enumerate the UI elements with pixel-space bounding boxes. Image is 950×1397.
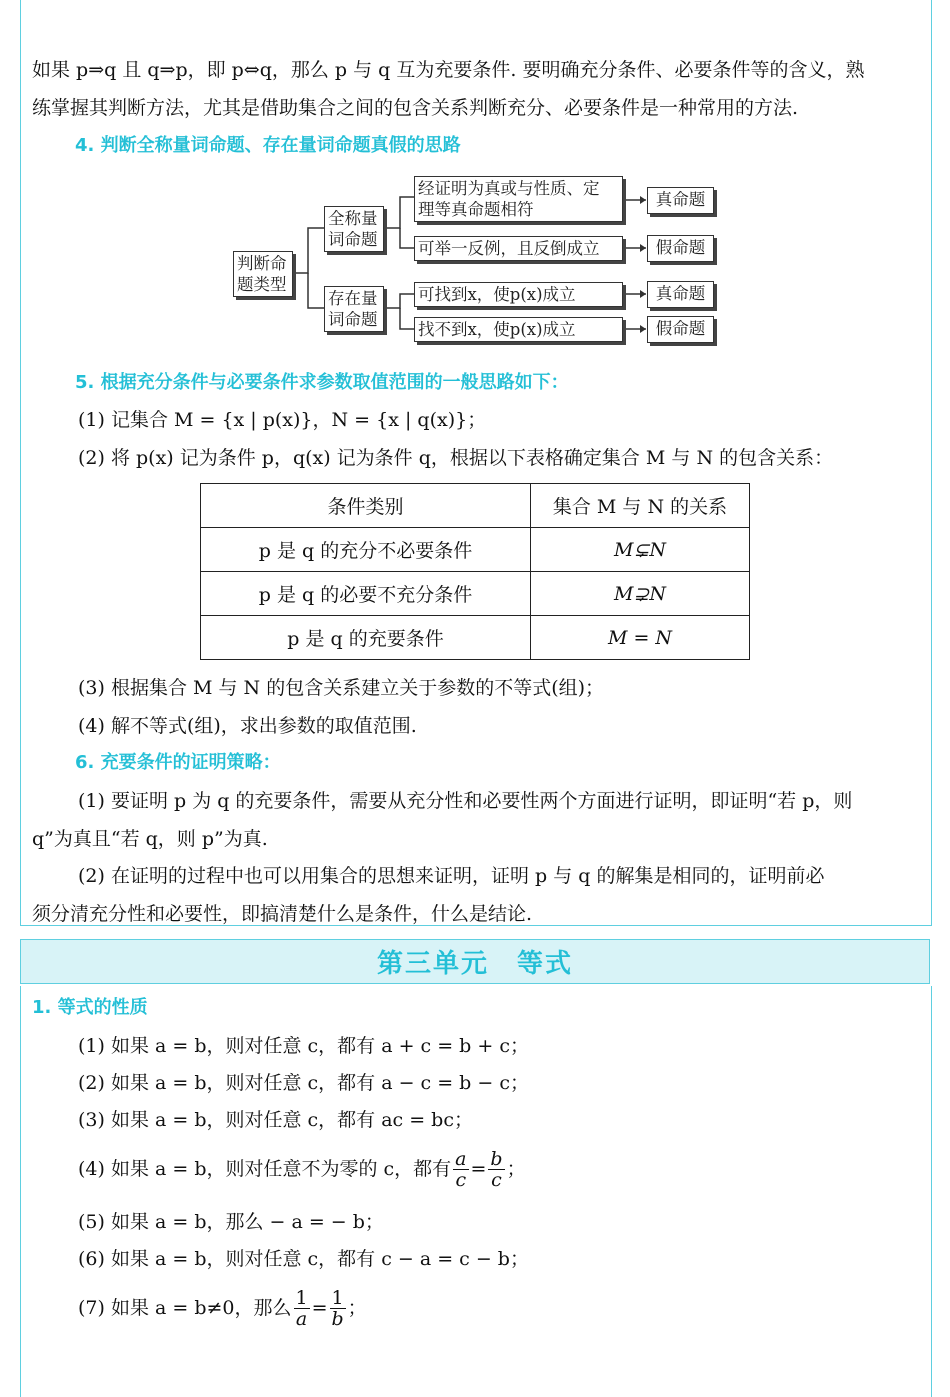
equality-item-6: (6) 如果 a = b，则对任意 c，都有 c − a = c − b；	[78, 1248, 529, 1270]
section-5-step-3: (3) 根据集合 M 与 N 的包含关系建立关于参数的不等式(组)；	[78, 677, 605, 699]
condition-relation-table	[200, 483, 750, 660]
equality-item-7	[78, 1284, 367, 1332]
intro-line-2: 练掌握其判断方法，尤其是借助集合之间的包含关系判断充分、必要条件是一种常用的方法.	[32, 97, 799, 119]
flow-existential-line-2: 词命题	[328, 310, 378, 329]
table-header-cell: 集合 M 与 N 的关系	[531, 484, 750, 528]
flow-result-false-2: 假命题	[647, 316, 714, 343]
table-cell: M = N	[531, 616, 750, 660]
section-6-p2-line-2: 须分清充分性和必要性，即搞清楚什么是条件，什么是结论.	[32, 903, 533, 925]
equality-item-1: (1) 如果 a = b，则对任意 c，都有 a + c = b + c；	[78, 1035, 529, 1057]
flow-root-line-1: 判断命	[237, 254, 287, 273]
equality-item-7-text: (7) 如果 a = b≠0，那么	[78, 1297, 292, 1319]
equals-sign: =	[470, 1158, 487, 1180]
flow-result-true-2: 真命题	[647, 281, 714, 308]
flow-universal-true-condition	[414, 176, 623, 222]
fraction-numerator: a	[455, 1147, 467, 1170]
flow-result-false-1: 假命题	[647, 235, 714, 262]
flow-universal-false-condition: 可举一反例，且反倒成立	[414, 236, 623, 261]
table-header-row	[201, 484, 750, 528]
fraction-denominator: c	[491, 1168, 502, 1191]
table-cell: M⊋N	[531, 572, 750, 616]
equality-item-4-text: (4) 如果 a = b，则对任意不为零的 c，都有	[78, 1158, 452, 1180]
table-cell: M⊊N	[531, 528, 750, 572]
flow-existential-false-condition: 找不到x，使p(x)成立	[414, 317, 623, 342]
table-cell: p 是 q 的充要条件	[201, 616, 531, 660]
flow-existential-box	[324, 286, 384, 332]
equality-item-4	[78, 1145, 526, 1193]
flow-universal-line-2: 词命题	[328, 230, 378, 249]
flow-universal-line-1: 全称量	[328, 209, 378, 228]
fraction-1-over-b	[330, 1288, 346, 1329]
flow-u-true-line-2: 理等真命题相符	[418, 200, 534, 219]
table-cell: p 是 q 的必要不充分条件	[201, 572, 531, 616]
section-6-p2-line-1: (2) 在证明的过程中也可以用集合的思想来证明，证明 p 与 q 的解集是相同的，证明前必	[78, 865, 825, 887]
fraction-1-over-a	[294, 1288, 310, 1329]
fraction-a-over-c	[453, 1149, 468, 1190]
fraction-numerator: b	[490, 1147, 503, 1170]
section-5-step-1: (1) 记集合 M = {x | p(x)}，N = {x | q(x)}；	[78, 409, 487, 431]
fraction-denominator: a	[295, 1307, 308, 1330]
table-row	[201, 572, 750, 616]
section-4-heading: 4. 判断全称量词命题、存在量词命题真假的思路	[75, 135, 461, 156]
item-end-punct: ；	[506, 1158, 526, 1180]
table-row	[201, 528, 750, 572]
equality-heading: 1. 等式的性质	[32, 997, 148, 1018]
fraction-denominator: b	[331, 1307, 344, 1330]
fraction-numerator: 1	[295, 1286, 308, 1309]
equality-item-3: (3) 如果 a = b，则对任意 c，都有 ac = bc；	[78, 1109, 473, 1131]
equality-item-2: (2) 如果 a = b，则对任意 c，都有 a − c = b − c；	[78, 1072, 529, 1094]
flow-u-true-line-1: 经证明为真或与性质、定	[418, 179, 600, 198]
section-6-p1-line-2: q”为真且“若 q，则 p”为真.	[32, 828, 268, 850]
unit-title: 第三单元 等式	[376, 949, 573, 979]
equality-item-5: (5) 如果 a = b，那么 − a = − b；	[78, 1211, 384, 1233]
section-5-heading: 5. 根据充分条件与必要条件求参数取值范围的一般思路如下：	[75, 372, 569, 393]
fraction-numerator: 1	[331, 1286, 344, 1309]
flow-existential-line-1: 存在量	[328, 289, 378, 308]
equals-sign: =	[311, 1297, 328, 1319]
section-6-p1-line-1: (1) 要证明 p 为 q 的充要条件，需要从充分性和必要性两个方面进行证明，即证明“若 p，则	[78, 790, 853, 812]
intro-line-1: 如果 p⇒q 且 q⇒p，即 p⇔q，那么 p 与 q 互为充要条件. 要明确充分条件、必要条件等的含义，熟	[32, 59, 865, 81]
fraction-b-over-c	[488, 1149, 504, 1190]
item-end-punct: ；	[347, 1297, 367, 1319]
section-5-step-2: (2) 将 p(x) 记为条件 p，q(x) 记为条件 q，根据以下表格确定集合 M 与 N 的包含关系：	[78, 447, 834, 469]
flow-existential-true-condition: 可找到x，使p(x)成立	[414, 282, 623, 307]
flow-result-true-1: 真命题	[647, 187, 714, 214]
flow-root-line-2: 题类型	[237, 275, 287, 294]
flow-root-box	[233, 251, 293, 297]
table-row	[201, 616, 750, 660]
section-5-step-4: (4) 解不等式(组)，求出参数的取值范围.	[78, 715, 417, 737]
fraction-denominator: c	[455, 1168, 467, 1191]
section-6-heading: 6. 充要条件的证明策略：	[75, 752, 281, 773]
unit-banner	[20, 939, 930, 984]
flow-universal-box	[324, 206, 384, 252]
table-header-cell: 条件类别	[201, 484, 531, 528]
table-cell: p 是 q 的充分不必要条件	[201, 528, 531, 572]
